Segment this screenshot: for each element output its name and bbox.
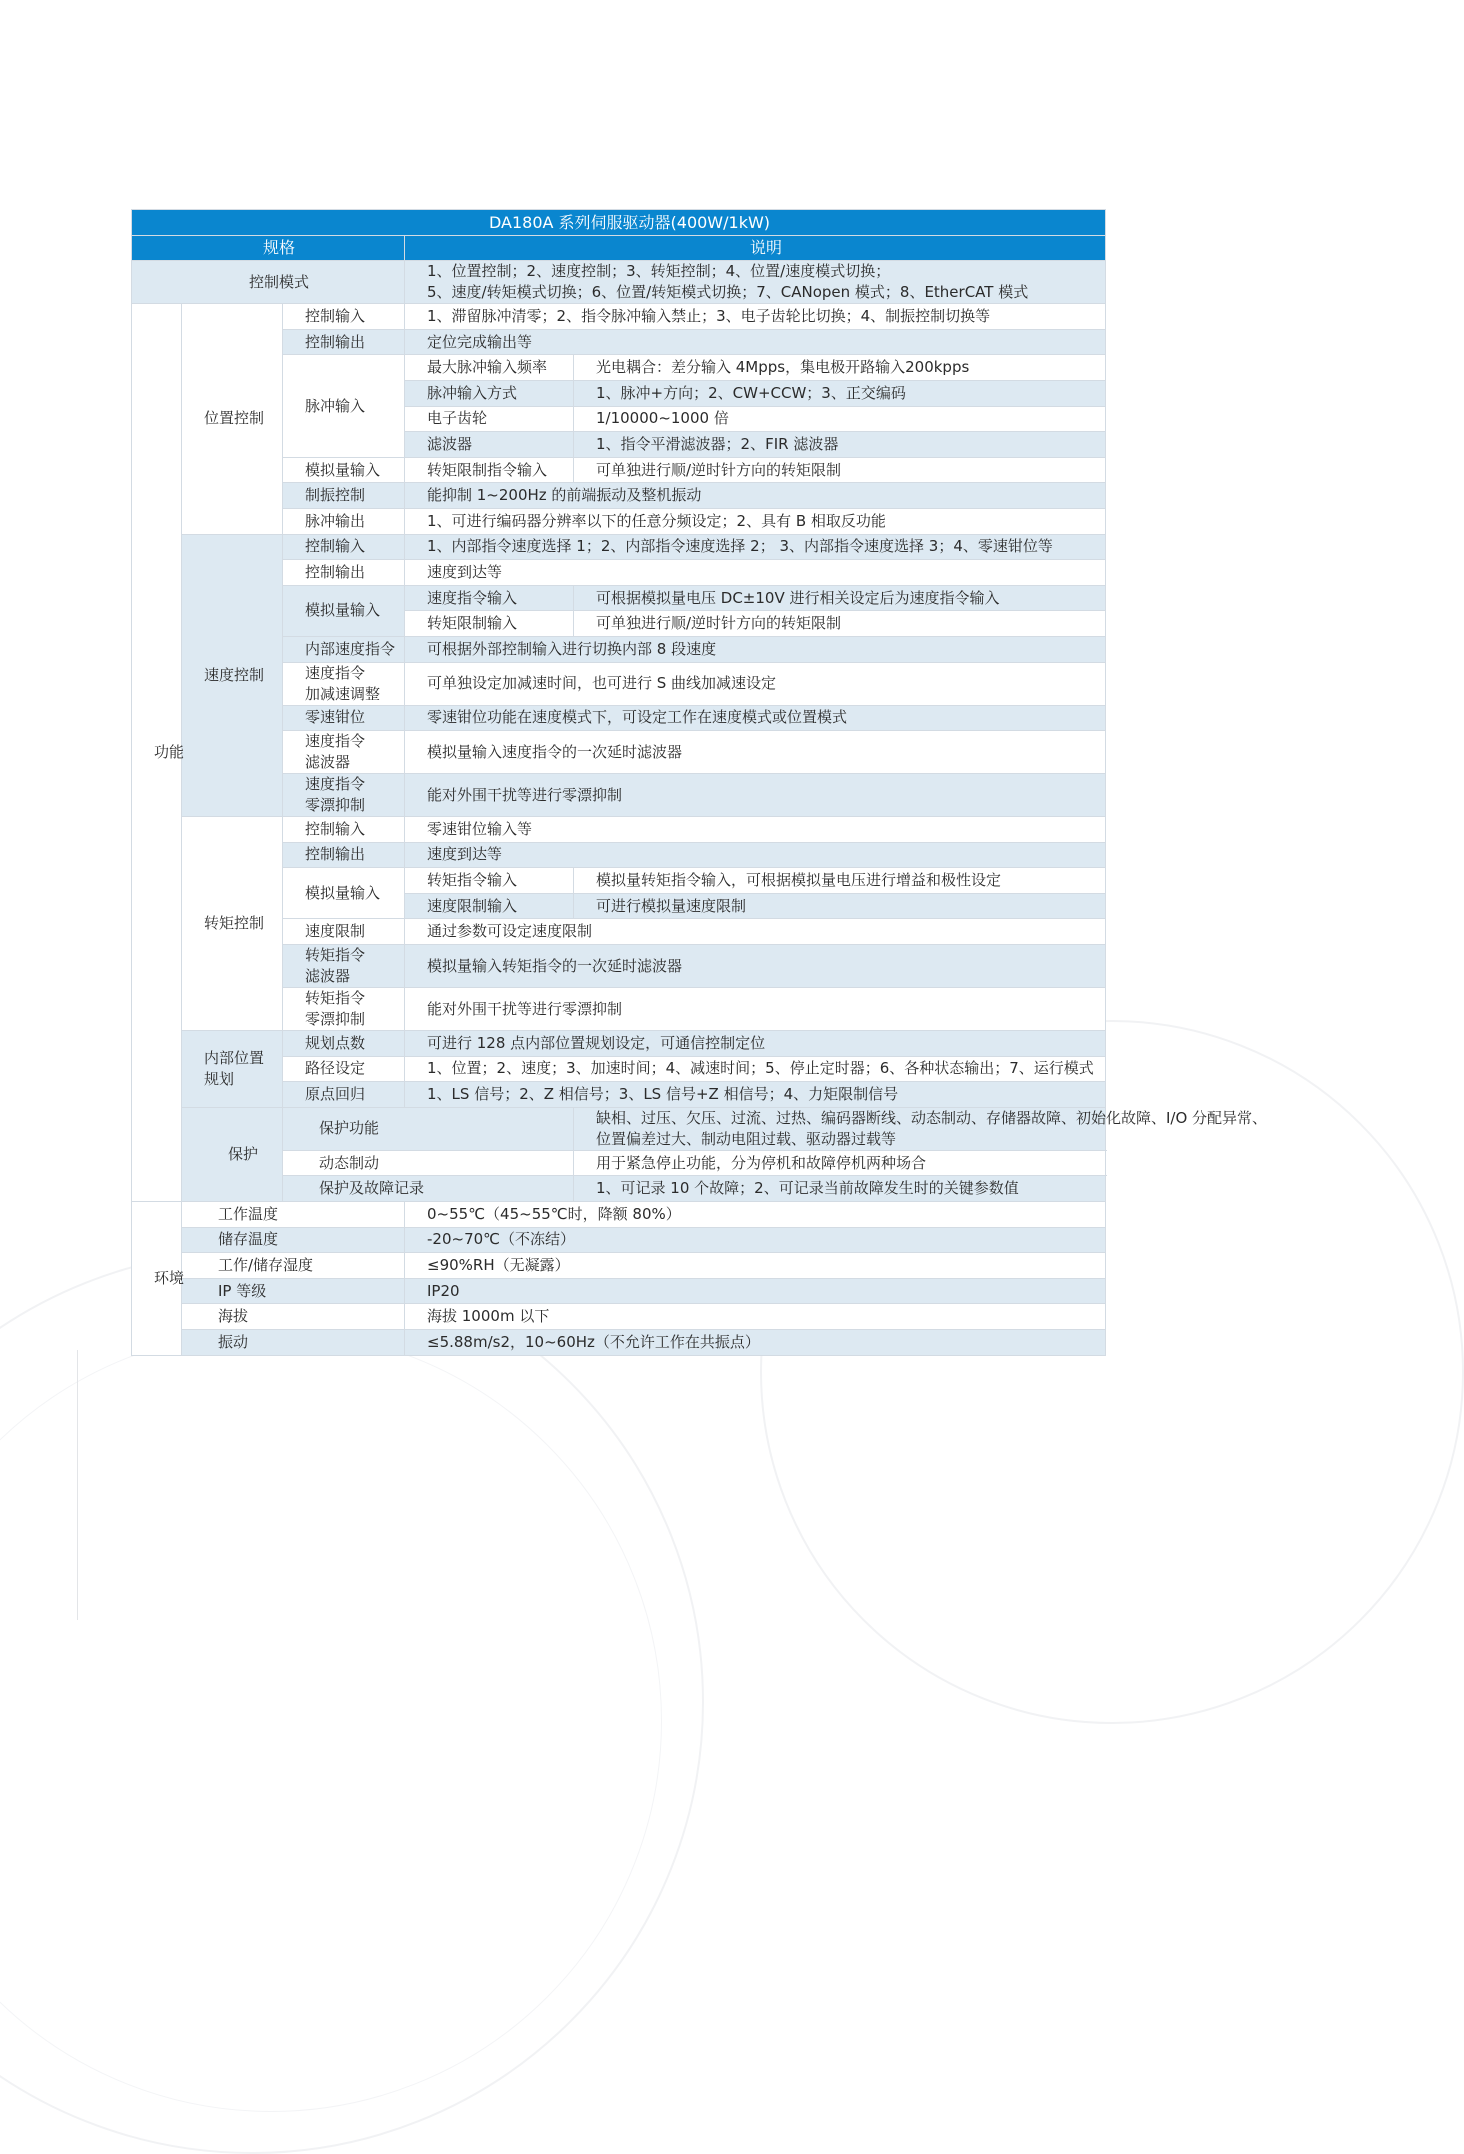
row-label: 规划点数 — [283, 1031, 405, 1057]
label-line: 速度指令 — [305, 732, 366, 751]
table-row — [132, 1253, 1106, 1279]
label-line: 滤波器 — [305, 753, 351, 772]
table-title: DA180A 系列伺服驱动器(400W/1kW) — [132, 210, 1106, 236]
sub-label: 转矩限制输入 — [405, 611, 574, 637]
row-label: 模拟量输入 — [283, 457, 405, 483]
row-value: ≤90%RH（无凝露） — [405, 1253, 1106, 1279]
row-label: 海拔 — [182, 1304, 405, 1330]
row-label: 模拟量输入 — [283, 585, 405, 636]
row-value: 可单独进行顺/逆时针方向的转矩限制 — [574, 611, 1106, 637]
table-row — [132, 1330, 1106, 1356]
torque-control-label: 转矩控制 — [182, 817, 283, 1031]
header-desc: 说明 — [405, 235, 1106, 261]
row-label — [283, 945, 405, 988]
row-label: 速度限制 — [283, 919, 405, 945]
row-value: 用于紧急停止功能，分为停机和故障停机两种场合 — [574, 1150, 1106, 1176]
row-label — [283, 774, 405, 817]
table-row — [132, 1278, 1106, 1304]
sub-label: 脉冲输入方式 — [405, 380, 574, 406]
row-value: 可单独进行顺/逆时针方向的转矩限制 — [574, 457, 1106, 483]
control-mode-line: 1、位置控制；2、速度控制；3、转矩控制；4、位置/速度模式切换； — [427, 262, 891, 281]
row-label: 保护功能 — [283, 1107, 574, 1150]
label-line: 零漂抑制 — [305, 1010, 366, 1029]
row-label: 制振控制 — [283, 483, 405, 509]
row-value: 能对外围干扰等进行零漂抑制 — [405, 988, 1106, 1031]
table-row — [132, 817, 1106, 843]
table-row — [132, 1107, 1106, 1150]
row-label: 储存温度 — [182, 1227, 405, 1253]
value-line: 位置偏差过大、制动电阻过载、驱动器过载等 — [596, 1129, 897, 1148]
row-label: 路径设定 — [283, 1056, 405, 1082]
row-value: 可进行模拟量速度限制 — [574, 893, 1106, 919]
control-mode-line: 5、速度/转矩模式切换；6、位置/转矩模式切换；7、CANopen 模式；8、EtherCAT 模式 — [427, 283, 1029, 302]
environment-label: 环境 — [132, 1202, 182, 1356]
row-label: 脉冲输入 — [283, 355, 405, 457]
row-value: ≤5.88m/s2，10~60Hz（不允许工作在共振点） — [405, 1330, 1106, 1356]
table-row — [132, 261, 1106, 304]
row-label: 工作温度 — [182, 1202, 405, 1228]
row-label: 控制输入 — [283, 304, 405, 330]
table-row — [132, 304, 1106, 330]
row-label: 保护及故障记录 — [283, 1176, 574, 1202]
label-line: 零漂抑制 — [305, 796, 366, 815]
control-mode-label: 控制模式 — [132, 261, 405, 304]
sub-label: 转矩指令输入 — [405, 868, 574, 894]
row-label — [283, 988, 405, 1031]
internal-position-label — [182, 1031, 283, 1108]
row-label: 振动 — [182, 1330, 405, 1356]
table-row — [132, 534, 1106, 560]
function-label: 功能 — [132, 304, 182, 1202]
row-value: 1、可记录 10 个故障；2、可记录当前故障发生时的关键参数值 — [574, 1176, 1106, 1202]
row-value: 1、位置；2、速度；3、加速时间；4、减速时间；5、停止定时器；6、各种状态输出；7、运行模式 — [405, 1056, 1106, 1082]
row-value: 1、指令平滑滤波器；2、FIR 滤波器 — [574, 432, 1106, 458]
row-value: IP20 — [405, 1278, 1106, 1304]
table-title-row — [132, 210, 1106, 236]
row-label: 零速钳位 — [283, 705, 405, 731]
label-line: 加减速调整 — [305, 684, 381, 703]
header-spec: 规格 — [132, 235, 405, 261]
row-label: 控制输出 — [283, 560, 405, 586]
row-value: 1、内部指令速度选择 1；2、内部指令速度选择 2； 3、内部指令速度选择 3；4、零速钳位等 — [405, 534, 1106, 560]
row-value: 模拟量输入转矩指令的一次延时滤波器 — [405, 945, 1106, 988]
label-line: 转矩指令 — [305, 946, 366, 965]
row-value: 零速钳位功能在速度模式下，可设定工作在速度模式或位置模式 — [405, 705, 1106, 731]
row-label: 控制输入 — [283, 534, 405, 560]
row-label: 控制输出 — [283, 329, 405, 355]
row-value — [574, 1107, 1268, 1150]
sub-label: 速度指令输入 — [405, 585, 574, 611]
row-label: 原点回归 — [283, 1082, 405, 1108]
sub-label: 最大脉冲输入频率 — [405, 355, 574, 381]
row-value: 速度到达等 — [405, 842, 1106, 868]
row-label: 工作/储存湿度 — [182, 1253, 405, 1279]
label-line: 规划 — [204, 1069, 235, 1088]
row-label — [283, 731, 405, 774]
row-value: 模拟量转矩指令输入，可根据模拟量电压进行增益和极性设定 — [574, 868, 1106, 894]
row-label — [283, 662, 405, 705]
row-label: 动态制动 — [283, 1150, 574, 1176]
row-value: 模拟量输入速度指令的一次延时滤波器 — [405, 731, 1106, 774]
row-value: 可根据模拟量电压 DC±10V 进行相关设定后为速度指令输入 — [574, 585, 1106, 611]
speed-control-label: 速度控制 — [182, 534, 283, 817]
label-line: 滤波器 — [305, 967, 351, 986]
sub-label: 速度限制输入 — [405, 893, 574, 919]
table-header-row — [132, 235, 1106, 261]
row-value: 1、滞留脉冲清零；2、指令脉冲输入禁止；3、电子齿轮比切换；4、制振控制切换等 — [405, 304, 1106, 330]
sub-label: 转矩限制指令输入 — [405, 457, 574, 483]
row-value: 通过参数可设定速度限制 — [405, 919, 1106, 945]
row-label: 内部速度指令 — [283, 636, 405, 662]
margin-line — [77, 1350, 78, 1620]
control-mode-value — [405, 261, 1106, 304]
row-label: 控制输入 — [283, 817, 405, 843]
row-value: 1、可进行编码器分辨率以下的任意分频设定；2、具有 B 相取反功能 — [405, 508, 1106, 534]
label-line: 内部位置 — [204, 1048, 265, 1067]
table-row — [132, 1031, 1106, 1057]
protection-label: 保护 — [182, 1107, 283, 1201]
row-value: 可根据外部控制输入进行切换内部 8 段速度 — [405, 636, 1106, 662]
table-row — [132, 1202, 1106, 1228]
row-label: 控制输出 — [283, 842, 405, 868]
row-value: 海拔 1000m 以下 — [405, 1304, 1106, 1330]
row-value: 可进行 128 点内部位置规划设定，可通信控制定位 — [405, 1031, 1106, 1057]
row-value: 零速钳位输入等 — [405, 817, 1106, 843]
row-value: 能抑制 1~200Hz 的前端振动及整机振动 — [405, 483, 1106, 509]
sub-label: 滤波器 — [405, 432, 574, 458]
sub-label: 电子齿轮 — [405, 406, 574, 432]
table-row — [132, 1227, 1106, 1253]
row-value: 定位完成输出等 — [405, 329, 1106, 355]
row-value: 1、LS 信号；2、Z 相信号；3、LS 信号+Z 相信号；4、力矩限制信号 — [405, 1082, 1106, 1108]
row-value: 1/10000~1000 倍 — [574, 406, 1106, 432]
position-control-label: 位置控制 — [182, 304, 283, 534]
row-label: 脉冲输出 — [283, 508, 405, 534]
row-label: IP 等级 — [182, 1278, 405, 1304]
row-value: 能对外围干扰等进行零漂抑制 — [405, 774, 1106, 817]
label-line: 速度指令 — [305, 775, 366, 794]
row-value: 1、脉冲+方向；2、CW+CCW；3、正交编码 — [574, 380, 1106, 406]
label-line: 转矩指令 — [305, 989, 366, 1008]
row-value: -20~70℃（不冻结） — [405, 1227, 1106, 1253]
row-label: 模拟量输入 — [283, 868, 405, 919]
table-row — [132, 1304, 1106, 1330]
value-line: 缺相、过压、欠压、过流、过热、编码器断线、动态制动、存储器故障、初始化故障、I/O 分配异常、 — [596, 1108, 1268, 1127]
row-value: 可单独设定加减速时间，也可进行 S 曲线加减速设定 — [405, 662, 1106, 705]
row-value: 速度到达等 — [405, 560, 1106, 586]
label-line: 速度指令 — [305, 663, 366, 682]
row-value: 光电耦合：差分输入 4Mpps，集电极开路输入200kpps — [574, 355, 1106, 381]
spec-table — [131, 209, 1268, 1356]
row-value: 0~55℃（45~55℃时，降额 80%） — [405, 1202, 1106, 1228]
